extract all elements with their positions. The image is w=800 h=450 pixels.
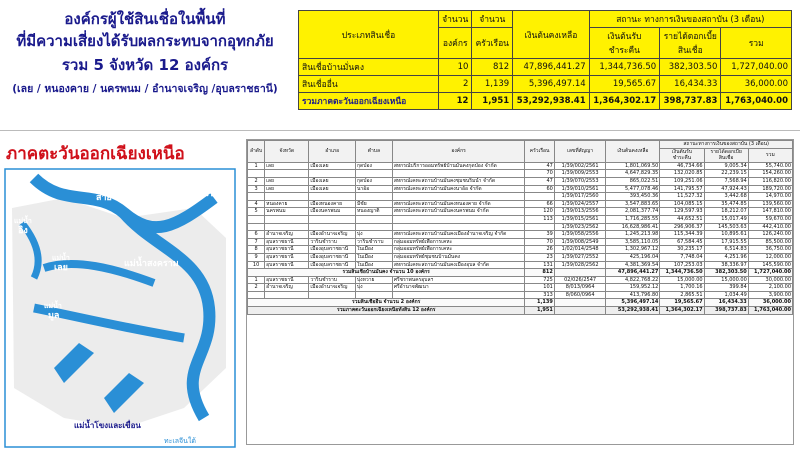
cell-org: สหกรณ์เคหะสถานบ้านมั่นคงเมืองอำนาจเจริญ จำกัด	[392, 231, 525, 239]
cell-hh	[525, 223, 554, 231]
cell-org: กลุ่มออมทรัพย์เพื่อการเคหะ	[392, 246, 525, 254]
cell-province	[265, 193, 309, 201]
cell-principal: 141,795.57	[660, 185, 704, 193]
detail-header-principal: เงินต้นรับ ชำระคืน	[660, 148, 704, 162]
cell-contract: 1/39/008/2549	[554, 238, 606, 246]
cell-province: เลย	[265, 177, 309, 185]
cell-interest: 145,503.63	[704, 223, 748, 231]
detail-rows-other	[248, 276, 793, 299]
cell-province: อุบลราชธานี	[265, 238, 309, 246]
cell-subdistrict: นาอ้อ	[356, 185, 393, 193]
title-line-3: รวม 5 จังหวัด 12 องค์กร	[61, 56, 229, 74]
summary-header-type: ประเภทสินเชื่อ	[299, 11, 439, 59]
cell-hh: 26	[525, 246, 554, 254]
cell-no	[248, 223, 265, 231]
cell-subdistrict	[356, 170, 393, 178]
cell-principal: 15,000.00	[660, 276, 704, 284]
cell-hh: 23	[525, 253, 554, 261]
map-label: แม่น้ำ	[129, 180, 147, 188]
summary-header-interest: รายได้ดอกเบี้ย สินเชื่อ	[660, 28, 721, 59]
cell-no: 4	[248, 200, 265, 208]
summary-header-sum: รวม	[721, 28, 792, 59]
cell-contract: 8/060/0964	[554, 291, 606, 299]
table-row	[248, 170, 793, 178]
cell-balance: 2,081,377.74	[606, 208, 660, 216]
cell-district: เมืองหนองคาย	[309, 200, 356, 208]
cell-org: กลุ่มออมทรัพย์ชุมชนบ้านมั่นคง	[392, 253, 525, 261]
cell-principal: 129,597.93	[660, 208, 704, 216]
cell-subdistrict	[356, 215, 393, 223]
cell-contract: 1/39/002/2561	[554, 162, 606, 170]
summary-row: สินเชื่ออื่น 2 1,139 5,396,497.14 19,565.67 16,434.33 36,000.00	[299, 76, 792, 93]
cell-district: วารินชำราบ	[309, 276, 356, 284]
detail-header-org: องค์กร	[392, 141, 525, 163]
table-row	[248, 261, 793, 269]
cell-hh: 60	[525, 185, 554, 193]
summary-header-relief: สถานะ ทางการเงินของสถาบัน (3 เดือน)	[589, 11, 791, 28]
cell-interest: 7,568.94	[704, 177, 748, 185]
cell-no	[248, 170, 265, 178]
cell-subdistrict: ในเมือง	[356, 261, 393, 269]
cell-contract: 1/39/010/2561	[554, 185, 606, 193]
river-map	[4, 168, 236, 448]
cell-province: อำนาจเจริญ	[265, 231, 309, 239]
cell-province: หนองคาย	[265, 200, 309, 208]
cell-principal: 115,344.39	[660, 231, 704, 239]
cell-subdistrict	[356, 193, 393, 201]
cell-org	[392, 170, 525, 178]
table-row	[248, 200, 793, 208]
cell-subdistrict: หนองญาติ	[356, 208, 393, 216]
cell-interest: 399.84	[704, 284, 748, 292]
cell-district	[309, 193, 356, 201]
table-row	[248, 162, 793, 170]
title-line-1: องค์กรผู้ใช้สินเชื่อในพื้นที่	[64, 10, 226, 28]
cell-district: เมืองนครพนม	[309, 208, 356, 216]
cell-district: เมืองอุบลราชธานี	[309, 261, 356, 269]
detail-table-container	[246, 139, 794, 445]
cell-sum: 2,100.00	[748, 284, 792, 292]
detail-header-contract: เลขที่สัญญา	[554, 141, 606, 163]
cell-interest: 1,034.49	[704, 291, 748, 299]
cell-sum: 36,750.00	[748, 246, 792, 254]
cell-province: เลย	[265, 185, 309, 193]
cell-province: อำนาจเจริญ	[265, 284, 309, 292]
detail-subtotal-row: รวมสินเชื่ออื่น จำนวน 2 องค์กร 1,139 5,396,497.14 19,565.67 16,434.33 36,000.00	[248, 299, 793, 307]
cell-district: เมืองเลย	[309, 185, 356, 193]
cell-principal: 296,906.37	[660, 223, 704, 231]
table-row	[248, 208, 793, 216]
table-row	[248, 291, 793, 299]
cell-balance: 5,477,078.46	[606, 185, 660, 193]
cell-org	[392, 193, 525, 201]
cell-balance: 4,381,369.54	[606, 261, 660, 269]
cell-org: สหกรณ์เคหะสถานบ้านมั่นคงเมืองอุบล จำกัด	[392, 261, 525, 269]
cell-sum: 147,810.00	[748, 208, 792, 216]
cell-sum: 14,970.00	[748, 193, 792, 201]
cell-contract: 02/026/2547	[554, 276, 606, 284]
map-label: ทะเลจีนใต้	[164, 437, 196, 445]
cell-province	[265, 215, 309, 223]
cell-sum: 59,670.00	[748, 215, 792, 223]
cell-district	[309, 170, 356, 178]
cell-district: เมืองอุบลราชธานี	[309, 246, 356, 254]
cell-subdistrict: ในเมือง	[356, 253, 393, 261]
map-label: อิง	[18, 226, 28, 236]
cell-principal: 2,865.51	[660, 291, 704, 299]
cell-balance: 16,628,986.41	[606, 223, 660, 231]
cell-district: เมืองอำนาจเจริญ	[309, 284, 356, 292]
summary-total-row: รวมภาคตะวันออกเฉียงเหนือ 12 1,951 53,292,938.41 1,364,302.17 398,737.83 1,763,040.00	[299, 93, 792, 110]
cell-interest: 22,239.15	[704, 170, 748, 178]
cell-contract: 8/013/0964	[554, 284, 606, 292]
cell-balance: 1,302,967.12	[606, 246, 660, 254]
cell-sum: 442,410.00	[748, 223, 792, 231]
cell-hh	[525, 193, 554, 201]
table-row	[248, 231, 793, 239]
cell-contract: 1/39/028/2562	[554, 261, 606, 269]
cell-contract: 1/39/023/2562	[554, 223, 606, 231]
cell-district: เมืองอุบลราชธานี	[309, 253, 356, 261]
summary-header-balance: เงินต้นคงเหลือ	[513, 11, 589, 59]
map-label: แม่น้ำสงคราม	[124, 259, 179, 269]
detail-header-status: สถานะทางการเงินของสถาบัน (3 เดือน)	[660, 141, 793, 149]
cell-hh: 725	[525, 276, 554, 284]
cell-org	[392, 215, 525, 223]
cell-district: เมืองเลย	[309, 162, 356, 170]
cell-contract: 1/39/015/2561	[554, 215, 606, 223]
cell-subdistrict: บุ่ง	[356, 231, 393, 239]
cell-province: เลย	[265, 162, 309, 170]
cell-subdistrict	[356, 223, 393, 231]
cell-no: 1	[248, 276, 265, 284]
cell-sum: 55,740.00	[748, 162, 792, 170]
cell-balance: 4,822,768.22	[606, 276, 660, 284]
detail-rows-housing	[248, 162, 793, 268]
cell-org	[392, 291, 525, 299]
map-label: รวก	[132, 189, 148, 199]
cell-subdistrict: กุดป่อง	[356, 162, 393, 170]
cell-district	[309, 215, 356, 223]
cell-principal: 1,700.16	[660, 284, 704, 292]
cell-principal: 107,253.03	[660, 261, 704, 269]
cell-balance: 393,450.36	[606, 193, 660, 201]
detail-header-interest: รายได้ดอกเบี้ย สินเชื่อ	[704, 148, 748, 162]
map-label: สาย	[96, 193, 112, 203]
cell-hh: 120	[525, 208, 554, 216]
map-label: แม่น้ำ	[92, 184, 110, 192]
map-label: เลย	[54, 263, 68, 273]
detail-header-province: จังหวัด	[265, 141, 309, 163]
table-row	[248, 238, 793, 246]
cell-no: 8	[248, 246, 265, 254]
cell-principal: 11,527.32	[660, 193, 704, 201]
cell-balance: 1,716,285.55	[606, 215, 660, 223]
table-row	[248, 276, 793, 284]
detail-subtotal-row: รวมสินเชื่อบ้านมั่นคง จำนวน 10 องค์กร 812 47,896,441.27 1,344,736.50 382,303.50 1,727,040.00	[248, 269, 793, 277]
cell-province	[265, 170, 309, 178]
cell-interest: 4,251.96	[704, 253, 748, 261]
summary-header-hh-b: ครัวเรือน	[472, 28, 513, 59]
map-label: แม่น้ำ	[199, 180, 217, 188]
cell-sum: 30,000.00	[748, 276, 792, 284]
cell-sum: 85,500.00	[748, 238, 792, 246]
summary-table	[298, 10, 792, 110]
cell-balance: 865,022.51	[606, 177, 660, 185]
cell-principal: 44,652.51	[660, 215, 704, 223]
cell-subdistrict: ในเมือง	[356, 246, 393, 254]
summary-header-principal: เงินต้นรับ ชำระคืน	[589, 28, 660, 59]
detail-header-hh: ครัวเรือน	[525, 141, 554, 163]
region-title: ภาคตะวันออกเฉียงเหนือ	[6, 144, 185, 164]
cell-principal: 132,020.85	[660, 170, 704, 178]
cell-hh: 131	[525, 261, 554, 269]
cell-hh: 70	[525, 238, 554, 246]
cell-contract: 1/39/070/2553	[554, 177, 606, 185]
cell-org: สหกรณ์เคหะสถานบ้านมั่นคงหนองคาย จำกัด	[392, 200, 525, 208]
cell-no: 5	[248, 208, 265, 216]
cell-contract: 1/39/058/2556	[554, 231, 606, 239]
cell-org: สหกรณ์เคหะสถานบ้านมั่นคงนครพนม จำกัด	[392, 208, 525, 216]
cell-no: 9	[248, 253, 265, 261]
cell-balance: 425,196.04	[606, 253, 660, 261]
cell-balance: 1,801,069.50	[606, 162, 660, 170]
cell-org	[392, 223, 525, 231]
summary-header-orgs-a: จำนวน	[439, 11, 472, 28]
cell-interest: 35,474.85	[704, 200, 748, 208]
cell-principal: 7,748.04	[660, 253, 704, 261]
cell-subdistrict: มีชัย	[356, 200, 393, 208]
cell-no: 10	[248, 261, 265, 269]
cell-interest: 9,005.34	[704, 162, 748, 170]
map-label: แม่น้ำ	[14, 217, 32, 225]
cell-hh: 47	[525, 177, 554, 185]
cell-balance: 413,796.80	[606, 291, 660, 299]
table-row	[248, 246, 793, 254]
cell-balance: 3,547,883.65	[606, 200, 660, 208]
cell-province	[265, 291, 309, 299]
cell-interest: 18,212.07	[704, 208, 748, 216]
cell-sum: 126,240.00	[748, 231, 792, 239]
table-row	[248, 193, 793, 201]
cell-contract: 1/02/014/2548	[554, 246, 606, 254]
cell-contract: 1/39/027/2552	[554, 253, 606, 261]
cell-org: ศรีชราพนครอุบลฯ	[392, 276, 525, 284]
cell-province: นครพนม	[265, 208, 309, 216]
cell-district	[309, 291, 356, 299]
cell-org: กลุ่มออมทรัพย์เพื่อการเคหะ	[392, 238, 525, 246]
cell-no: 2	[248, 177, 265, 185]
cell-province: อุบลราชธานี	[265, 261, 309, 269]
map-label: แม่น้ำ	[52, 254, 70, 262]
cell-principal: 109,251.06	[660, 177, 704, 185]
cell-no: 1	[248, 162, 265, 170]
cell-no: 2	[248, 284, 265, 292]
cell-hh: 113	[525, 215, 554, 223]
cell-province: อุบลราชธานี	[265, 276, 309, 284]
detail-header-no: ลำดับ	[248, 141, 265, 163]
cell-org: สหกรณ์เคหะสถานบ้านมั่นคงนาอ้อ จำกัด	[392, 185, 525, 193]
cell-district: เมืองอำนาจเจริญ	[309, 231, 356, 239]
cell-org: สหกรณ์เคหะสถานบ้านมั่นคงชุมชนริมน้ำ จำกัด	[392, 177, 525, 185]
cell-principal: 104,085.15	[660, 200, 704, 208]
cell-sum: 12,000.00	[748, 253, 792, 261]
cell-principal: 67,584.45	[660, 238, 704, 246]
cell-interest: 6,514.83	[704, 246, 748, 254]
cell-contract: 1/39/013/2556	[554, 208, 606, 216]
cell-hh: 313	[525, 291, 554, 299]
cell-hh: 101	[525, 284, 554, 292]
cell-interest: 10,895.61	[704, 231, 748, 239]
cell-balance: 1,245,213.98	[606, 231, 660, 239]
cell-no	[248, 291, 265, 299]
cell-province	[265, 223, 309, 231]
detail-header-balance: เงินต้นคงเหลือ	[606, 141, 660, 163]
table-row	[248, 284, 793, 292]
cell-contract: 1/39/009/2553	[554, 170, 606, 178]
summary-row: สินเชื่อบ้านมั่นคง 10 812 47,896,441.27 1,344,736.50 382,303.50 1,727,040.00	[299, 59, 792, 76]
table-row	[248, 223, 793, 231]
table-row	[248, 177, 793, 185]
cell-org: สหกรณ์บริการออมทรัพย์บ้านมั่นคงกุดป่อง จำกัด	[392, 162, 525, 170]
cell-subdistrict: วารินชำราบ	[356, 238, 393, 246]
cell-contract: 1/39/024/2557	[554, 200, 606, 208]
cell-no: 6	[248, 231, 265, 239]
cell-sum: 189,720.00	[748, 185, 792, 193]
cell-interest: 47,924.43	[704, 185, 748, 193]
cell-no	[248, 193, 265, 201]
detail-header-sum: รวม	[748, 148, 792, 162]
cell-subdistrict: กุดป่อง	[356, 177, 393, 185]
cell-hh: 70	[525, 170, 554, 178]
title-line-2: ที่มีความเสี่ยงได้รับผลกระทบจากอุทกภัย	[16, 32, 274, 50]
cell-principal: 46,734.66	[660, 162, 704, 170]
cell-subdistrict: บุ่งหวาย	[356, 276, 393, 284]
summary-header-orgs-b: องค์กร	[439, 28, 472, 59]
detail-grand-total-row: รวมภาคตะวันออกเฉียงเหนือทั้งสิ้น 12 องค์กร 1,951 53,292,938.41 1,364,302.17 398,737.83 1,763,040.00	[248, 307, 793, 315]
map-legend-label: แม่น้ำโขงและเขื่อน	[74, 421, 141, 430]
cell-interest: 38,336.97	[704, 261, 748, 269]
cell-district	[309, 223, 356, 231]
table-row	[248, 253, 793, 261]
cell-balance: 4,647,829.35	[606, 170, 660, 178]
cell-sum: 139,560.00	[748, 200, 792, 208]
detail-table	[247, 140, 793, 315]
cell-province: อุบลราชธานี	[265, 253, 309, 261]
cell-hh: 39	[525, 231, 554, 239]
summary-header-hh-a: จำนวน	[472, 11, 513, 28]
cell-subdistrict	[356, 291, 393, 299]
cell-sum: 154,260.00	[748, 170, 792, 178]
cell-org: ศรีอำนาจพัฒนา	[392, 284, 525, 292]
detail-header-district: อำเภอ	[309, 141, 356, 163]
divider	[0, 130, 800, 131]
map-label: แม่น้ำ	[44, 302, 62, 310]
cell-principal: 30,235.17	[660, 246, 704, 254]
table-row	[248, 215, 793, 223]
cell-sum: 116,820.00	[748, 177, 792, 185]
cell-district: วารินชำราบ	[309, 238, 356, 246]
cell-interest: 15,017.49	[704, 215, 748, 223]
page-title	[10, 8, 280, 97]
cell-contract: 1/39/017/2560	[554, 193, 606, 201]
cell-hh: 66	[525, 200, 554, 208]
cell-subdistrict: บุ่ง	[356, 284, 393, 292]
title-line-4: (เลย / หนองคาย / นครพนม / อำนาจเจริญ /อุบลราชธานี)	[12, 83, 278, 95]
cell-balance: 159,952.12	[606, 284, 660, 292]
cell-no: 3	[248, 185, 265, 193]
table-row	[248, 185, 793, 193]
cell-sum: 3,900.00	[748, 291, 792, 299]
cell-province: อุบลราชธานี	[265, 246, 309, 254]
cell-district: เมืองเลย	[309, 177, 356, 185]
cell-sum: 145,590.00	[748, 261, 792, 269]
cell-hh: 47	[525, 162, 554, 170]
cell-no	[248, 215, 265, 223]
map-label: โขง	[204, 189, 220, 199]
cell-interest: 15,000.00	[704, 276, 748, 284]
cell-interest: 3,442.68	[704, 193, 748, 201]
cell-interest: 17,915.55	[704, 238, 748, 246]
cell-balance: 3,585,110.05	[606, 238, 660, 246]
map-label: มูล	[48, 311, 60, 321]
detail-header-subdistrict: ตำบล	[356, 141, 393, 163]
cell-no: 7	[248, 238, 265, 246]
